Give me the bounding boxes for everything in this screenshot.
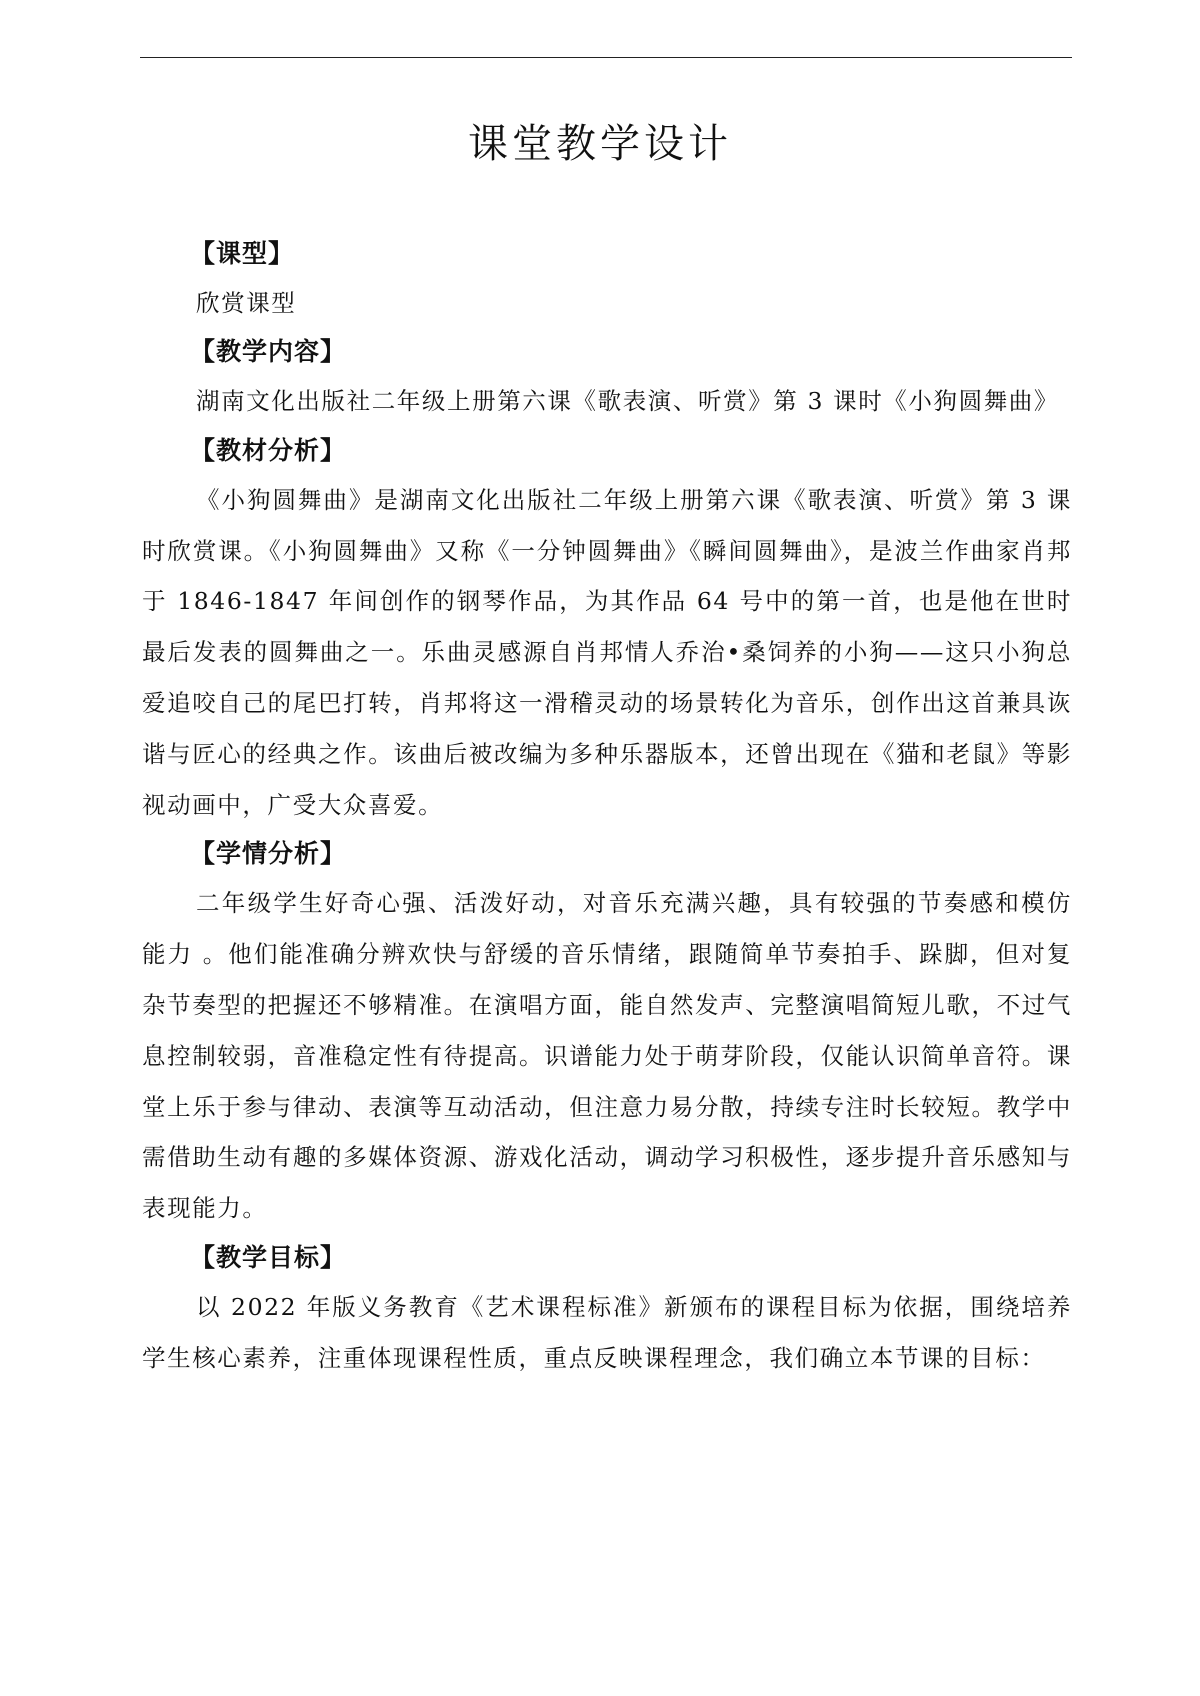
paragraph-student-analysis: 二年级学生好奇心强、活泼好动，对音乐充满兴趣，具有较强的节奏感和模仿能力 。他们能准确分辨欢快与舒缓的音乐情绪，跟随简单节奏拍手、跺脚，但对复杂节奏型的把握还不够精准。在演唱方面，能自然发声、完整演唱简短儿歌，不过气息控制较弱，音准稳定性有待提高。识谱能力处于萌芽阶段，仅能认识简单音符。课堂上乐于参与律动、表演等互动活动，但注意力易分散，持续专注时长较短。教学中需借助生动有趣的多媒体资源、游戏化活动，调动学习积极性，逐步提升音乐感知与表现能力。	[142, 889, 1072, 1223]
paragraph-textbook-analysis: 《小狗圆舞曲》是湖南文化出版社二年级上册第六课《歌表演、听赏》第 3 课时欣赏课。《小狗圆舞曲》又称《一分钟圆舞曲》《瞬间圆舞曲》，是波兰作曲家肖邦于 1846-1847 年间创作的钢琴作品，为其作品 64 号中的第一首，也是他在世时最后发表的圆舞曲之一。乐曲灵感源自肖邦情人乔治•桑饲养的小狗——这只小狗总爱追咬自己的尾巴打转，肖邦将这一滑稽灵动的场景转化为音乐，创作出这首兼具诙谐与匠心的经典之作。该曲后被改编为多种乐器版本，还曾出现在《猫和老鼠》等影视动画中，广受大众喜爱。	[142, 485, 1072, 819]
section-heading-teaching-content: 【教学内容】	[190, 337, 347, 366]
paragraph-teaching-content: 湖南文化出版社二年级上册第六课《歌表演、听赏》第 3 课时《小狗圆舞曲》	[196, 387, 1059, 415]
section-heading-lesson-type: 【课型】	[190, 239, 295, 268]
page-title: 课堂教学设计	[468, 121, 732, 167]
section-heading-teaching-goals: 【教学目标】	[190, 1242, 347, 1272]
paragraph-lesson-type: 欣赏课型	[196, 289, 297, 317]
header-rule	[140, 57, 1072, 58]
paragraph-teaching-goals: 以 2022 年版义务教育《艺术课程标准》新颁布的课程目标为依据，围绕培养学生核心素养，注重体现课程性质，重点反映课程理念，我们确立本节课的目标：	[142, 1292, 1072, 1372]
section-heading-student-analysis: 【学情分析】	[190, 839, 347, 869]
document-body	[142, 230, 1072, 1384]
section-heading-textbook-analysis: 【教材分析】	[190, 435, 347, 465]
